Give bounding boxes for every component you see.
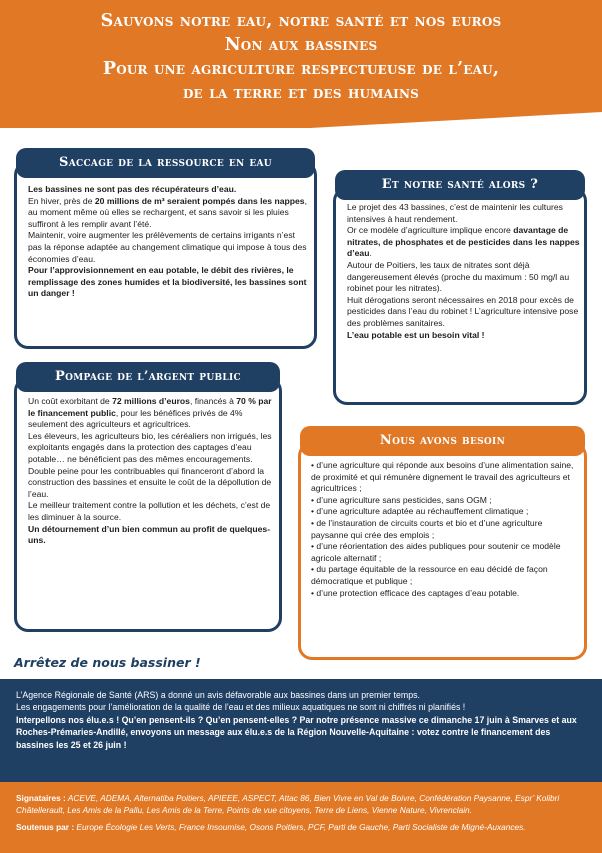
- pompage-p1-b: 72 millions d’euros: [112, 396, 190, 406]
- besoin-item-5: • d’une réorientation des aides publiques pour soutenir ce modèle agricole alternatif ;: [311, 541, 561, 563]
- besoin-item-1: • d’une agriculture qui réponde aux besoins d’une alimentation saine, de proximité et qui rémunère dignement le travail des agriculteurs et agricultrices ;: [311, 460, 574, 494]
- pompage-p1-d: 70 % par le financement public: [28, 396, 272, 418]
- pompage-p5-bold: Un détournement d’un bien commun au profit de quelques-uns.: [28, 523, 271, 546]
- pompage-p1-a: Un coût exorbitant de: [28, 396, 113, 406]
- soutenus-label: Soutenus par :: [16, 822, 75, 833]
- header-title: [0, 9, 602, 105]
- besoin-body: [311, 460, 579, 599]
- saccage-p1-bold: Les bassines ne sont pas des récupérateurs d’eau.: [28, 184, 237, 194]
- besoin-item-3: • d’une agriculture adaptée au réchauffement climatique ;: [311, 506, 529, 517]
- signataires-text: ACEVE, ADEMA, Alternatiba Poitiers, APIEEE, ASPECT, Attac 86, Bien Vivre en Val de Boivre, Confédération Paysanne, Espr’ Kolibri Châtellerault, Les Amis de la Pallu, Les Amis de la Terre, Points de vue citoyens, Terre de Liens, Vienne Nature, Vivrenclain.: [16, 793, 560, 815]
- besoin-item-4: • de l’instauration de circuits courts et bio et d’une agriculture paysanne qui crée des emplois ;: [311, 517, 543, 540]
- soutenus-text: Europe Écologie Les Verts, France Insoumise, Osons Poitiers, PCF, Parti de Gauche, Parti Socialiste de Migné-Auxances.: [76, 822, 526, 833]
- signataires: [16, 793, 586, 816]
- pompage-p4: Le meilleur traitement contre la pollution et les déchets, c’est de les diminuer à la source.: [28, 500, 271, 522]
- besoin-title: Nous avons besoin: [300, 426, 585, 456]
- header-title-line-1: Sauvons notre eau, notre santé et nos euros: [100, 11, 502, 31]
- pompage-title: Pompage de l’argent public: [16, 362, 280, 392]
- ars-band: [0, 679, 602, 782]
- soutenus: [16, 822, 586, 834]
- sante-body: [347, 202, 580, 341]
- pompage-p3: Double peine pour les contribuables qui financeront d’abord la construction des bassines et ensuite le coût de la dépollution de l’eau.: [28, 465, 272, 499]
- besoin-list: [311, 460, 579, 599]
- sante-p2-a: Or ce modèle d’agriculture implique encore: [347, 225, 514, 236]
- header-banner: [0, 0, 602, 128]
- signataires-label: Signataires :: [16, 793, 66, 803]
- saccage-p3: Maintenir, voire augmenter les prélèvements de certains irrigants n’est pas la réponse adaptée au changement climatique qui impose à tous des économies d’eau.: [28, 230, 307, 264]
- pompage-p1-c: , financés à: [189, 396, 237, 406]
- saccage-p2-a: En hiver, près de: [28, 195, 95, 206]
- sante-p3: Autour de Poitiers, les taux de nitrates sont déjà dangereusement élevés (proche du maximum : 50 mg/l au robinet pour les nitrates).: [347, 259, 570, 294]
- besoin-item-7: • d’une protection efficace des captages d’eau potable.: [311, 587, 520, 598]
- pompage-p1-e: , pour les bénéfices privés de 4% seulement des agriculteurs et agricultrices.: [28, 407, 243, 430]
- header-title-line-3: Pour une agriculture respectueuse de l’eau,: [102, 59, 500, 79]
- slogan: Arrêtez de nous bassiner !: [14, 655, 201, 670]
- saccage-p2-b: 20 millions de m³ seraient pompés dans les nappes: [94, 195, 305, 206]
- sante-p4: Huit dérogations seront nécessaires en 2018 pour excès de pesticides dans l’eau du robinet ! L’agriculture intensive pose des problèmes sanitaires.: [347, 294, 579, 328]
- sante-p5-bold: L’eau potable est un besoin vital !: [347, 329, 485, 340]
- saccage-title: Saccage de la ressource en eau: [16, 148, 315, 178]
- saccage-body: [28, 184, 308, 300]
- sante-p1: Le projet des 43 bassines, c’est de maintenir les cultures intensives à haut rendement.: [347, 202, 563, 224]
- sante-p2-c: .: [369, 248, 372, 259]
- besoin-item-2: • d’une agriculture sans pesticides, sans OGM ;: [311, 494, 492, 505]
- sante-p2-b: davantage de nitrates, de phosphates et de pesticides dans les nappes d’eau: [347, 225, 580, 259]
- sante-title: Et notre santé alors ?: [335, 170, 585, 200]
- pompage-body: [28, 396, 275, 547]
- saccage-p1: [28, 184, 308, 196]
- signers-band: [0, 782, 602, 853]
- pompage-p2: Les éleveurs, les agriculteurs bio, les céréaliers non irrigués, les exploitants engagés dans la protection des captages d’eau potable… ne bénéficient pas des mêmes encouragements.: [28, 430, 272, 464]
- saccage-p4-bold: Pour l’approvisionnement en eau potable, le débit des rivières, le remplissage des zones humides et la biodiversité, les bassines sont un danger !: [28, 265, 307, 299]
- ars-line-2: Les engagements pour l’amélioration de la qualité de l’eau et des milieux aquatiques ne sont ni chiffrés ni planifiés !: [16, 702, 466, 713]
- saccage-p4: [28, 265, 308, 300]
- ars-line-3: [16, 714, 586, 751]
- sante-p5: [347, 330, 580, 342]
- besoin-item-6: • du partage équitable de la ressource en eau décidé de façon démocratique et publique ;: [311, 564, 548, 586]
- sante-p2: [347, 225, 580, 260]
- pompage-p1: [28, 396, 275, 431]
- header-title-line-4: de la terre et des humains: [182, 83, 420, 103]
- ars-line-3-bold: Interpellons nos élu.e.s ! Qu’en pensent-ils ? Qu’en pensent-elles ? Par notre présence massive ce dimanche 17 juin à Smarves et aux Roches-Prémaries-Andillé, envoyons un message aux élu.e.s de la Région Nouvelle-Aquitaine : votez contre le financement des bassines les 25 et 26 juin !: [16, 714, 577, 750]
- pompage-p5: [28, 524, 275, 547]
- ars-line-1: L’Agence Régionale de Santé (ARS) a donné un avis défavorable aux bassines dans un premier temps.: [16, 690, 420, 700]
- saccage-p2-c: , au moment même où elles se rechargent, et sans savoir si les pluies suffiront à les remplir avant l’été.: [28, 195, 307, 229]
- header-title-line-2: Non aux bassines: [224, 35, 378, 55]
- saccage-p2: [28, 196, 308, 231]
